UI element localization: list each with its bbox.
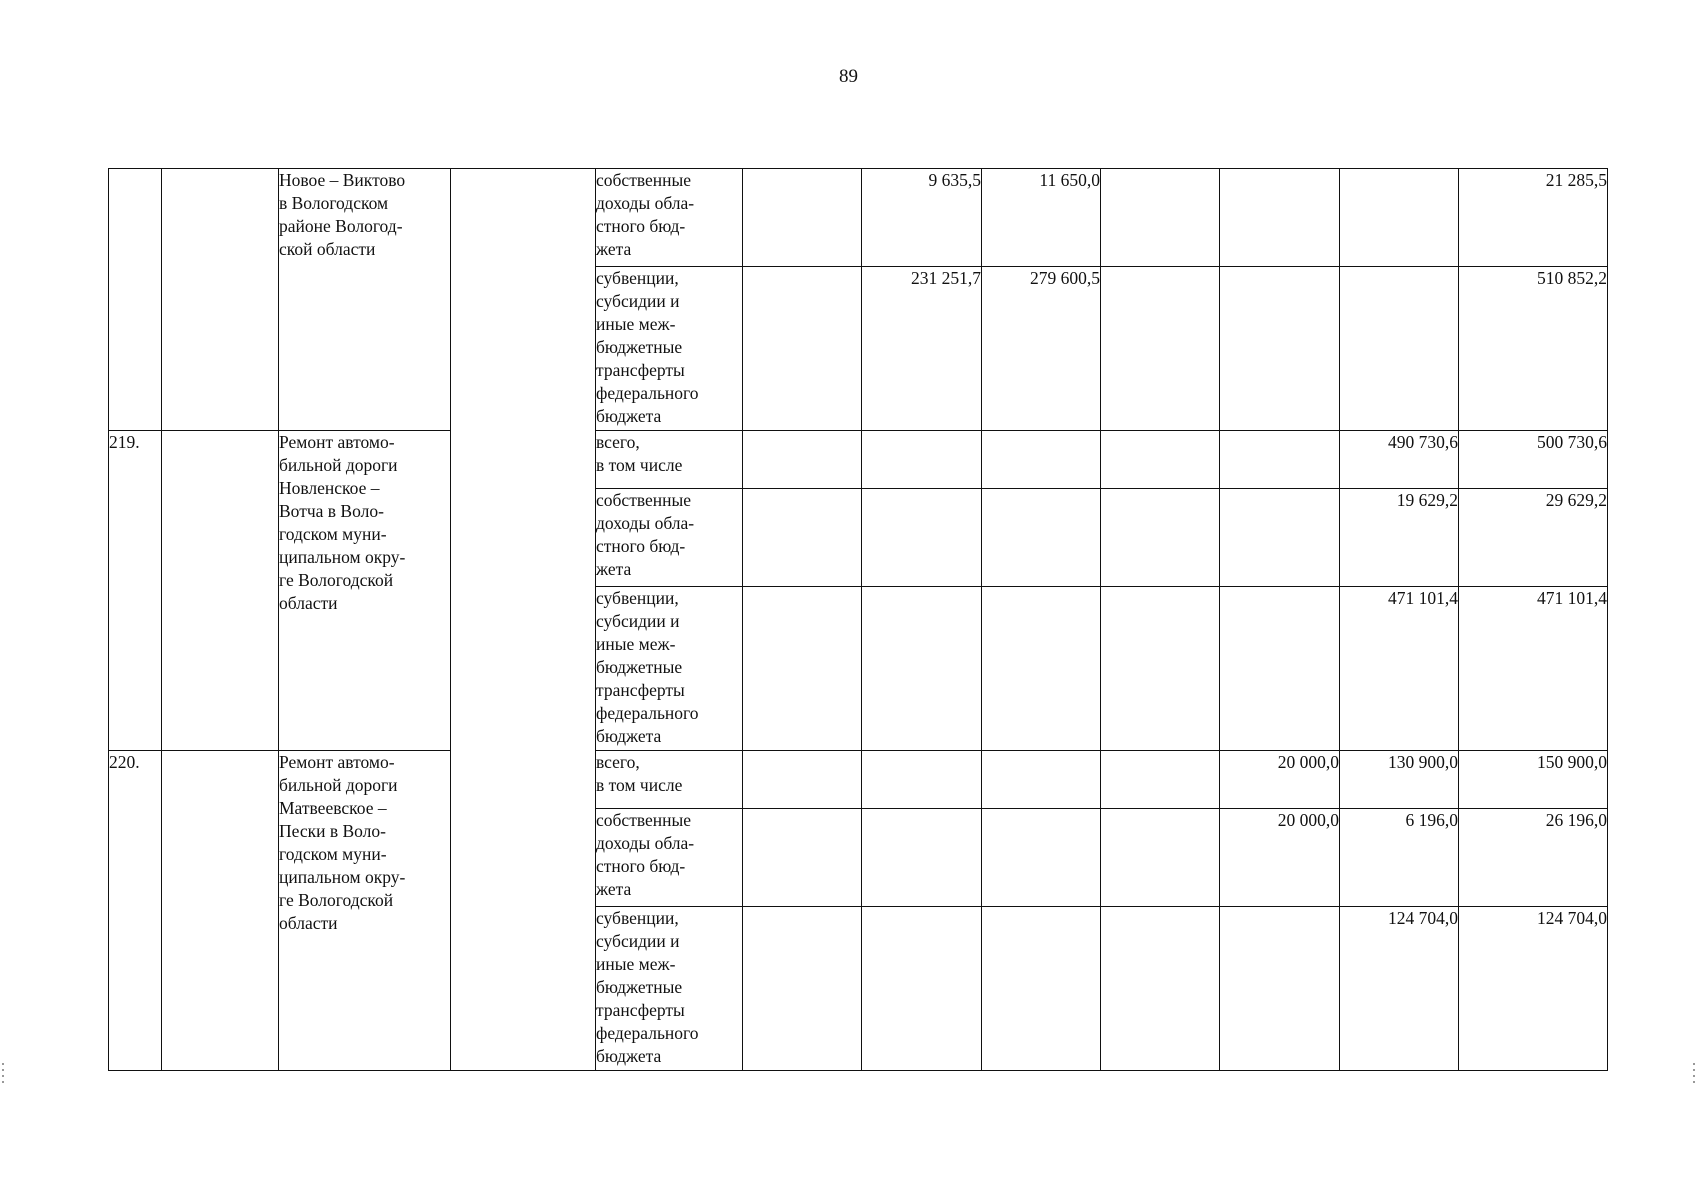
total-value-cell: 26 196,0 (1459, 809, 1608, 907)
funding-source-line: субсидии и (596, 931, 680, 951)
table-row (109, 169, 1608, 267)
object-name-line: Вотча в Воло- (279, 501, 384, 521)
object-name-line: Пески в Воло- (279, 821, 386, 841)
amount-cell (1340, 267, 1459, 431)
funding-source-line: субвенции, (596, 588, 679, 608)
funding-source-cell (596, 907, 743, 1071)
amount-cell (1220, 169, 1340, 267)
funding-source-line: доходы обла- (596, 513, 695, 533)
page-number: 89 (839, 66, 858, 87)
total-value-cell: 150 900,0 (1459, 751, 1608, 809)
amount-cell: 11 650,0 (982, 169, 1101, 267)
funding-source-line: субвенции, (596, 268, 679, 288)
object-name-line: районе Вологод- (279, 216, 403, 236)
funding-source-line: стного бюд- (596, 856, 686, 876)
funding-source-cell (596, 431, 743, 489)
amount-cell (862, 809, 982, 907)
amount-cell (862, 489, 982, 587)
amount-cell (982, 431, 1101, 489)
amount-cell: 124 704,0 (1340, 907, 1459, 1071)
funding-source-line: в том числе (596, 775, 683, 795)
object-name-line: Матвеевское – (279, 798, 387, 818)
empty-cell (743, 907, 862, 1071)
funding-source-line: в том числе (596, 455, 683, 475)
funding-source-line: бюджета (596, 1046, 662, 1066)
object-name-cell (279, 169, 451, 431)
amount-cell (1220, 431, 1340, 489)
funding-source-line: субсидии и (596, 611, 680, 631)
amount-cell (1101, 809, 1220, 907)
funding-source-line: собственные (596, 810, 692, 830)
object-name-line: годском муни- (279, 524, 387, 544)
funding-source-line: федерального (596, 1023, 699, 1043)
funding-source-line: жета (596, 879, 632, 899)
amount-cell (1220, 907, 1340, 1071)
amount-cell (982, 809, 1101, 907)
object-name-line: Ремонт автомо- (279, 752, 395, 772)
amount-cell (862, 587, 982, 751)
empty-cell (162, 751, 279, 1071)
amount-cell (862, 751, 982, 809)
amount-cell (1101, 169, 1220, 267)
object-name-cell (279, 751, 451, 1071)
funding-source-cell (596, 169, 743, 267)
funding-source-line: жета (596, 559, 632, 579)
amount-cell (862, 907, 982, 1071)
amount-cell (1220, 587, 1340, 751)
empty-cell (743, 489, 862, 587)
amount-cell (982, 907, 1101, 1071)
funding-source-line: бюджета (596, 406, 662, 426)
table-row (109, 751, 1608, 809)
amount-cell (982, 751, 1101, 809)
funding-source-line: стного бюд- (596, 216, 686, 236)
funding-source-cell (596, 809, 743, 907)
object-name-line: годском муни- (279, 844, 387, 864)
amount-cell (1101, 587, 1220, 751)
funding-source-line: трансферты (596, 680, 685, 700)
empty-cell (451, 169, 596, 1071)
object-name-line: ципальном окру- (279, 867, 406, 887)
object-name-line: ской области (279, 239, 376, 259)
amount-cell (982, 489, 1101, 587)
object-name-line: ге Вологодской (279, 890, 394, 910)
amount-cell: 231 251,7 (862, 267, 982, 431)
funding-source-line: субсидии и (596, 291, 680, 311)
funding-source-line: федерального (596, 703, 699, 723)
total-value-cell: 510 852,2 (1459, 267, 1608, 431)
object-name-line: ципальном окру- (279, 547, 406, 567)
funding-source-line: трансферты (596, 1000, 685, 1020)
funding-source-line: собственные (596, 170, 692, 190)
amount-cell: 130 900,0 (1340, 751, 1459, 809)
amount-cell: 471 101,4 (1340, 587, 1459, 751)
funding-source-line: иные меж- (596, 314, 676, 334)
object-name-line: бильной дороги (279, 775, 398, 795)
funding-source-line: бюджетные (596, 977, 683, 997)
funding-source-line: всего, (596, 752, 640, 772)
amount-cell: 20 000,0 (1220, 809, 1340, 907)
funding-source-line: федерального (596, 383, 699, 403)
funding-source-cell (596, 587, 743, 751)
object-name-line: бильной дороги (279, 455, 398, 475)
funding-source-cell (596, 267, 743, 431)
empty-cell (743, 751, 862, 809)
margin-tick-right (1693, 1063, 1695, 1087)
amount-cell (1101, 431, 1220, 489)
empty-cell (743, 169, 862, 267)
funding-source-line: собственные (596, 490, 692, 510)
total-value-cell: 124 704,0 (1459, 907, 1608, 1071)
object-name-cell (279, 431, 451, 751)
amount-cell: 279 600,5 (982, 267, 1101, 431)
amount-cell: 9 635,5 (862, 169, 982, 267)
row-number: 220. (109, 751, 162, 1071)
empty-cell (743, 587, 862, 751)
object-name-line: области (279, 593, 338, 613)
funding-source-cell (596, 489, 743, 587)
funding-source-line: бюджетные (596, 657, 683, 677)
total-value-cell: 21 285,5 (1459, 169, 1608, 267)
row-number (109, 169, 162, 431)
amount-cell (1220, 489, 1340, 587)
funding-source-line: иные меж- (596, 634, 676, 654)
table-body (109, 168, 1608, 1071)
funding-source-line: всего, (596, 432, 640, 452)
total-value-cell: 471 101,4 (1459, 587, 1608, 751)
funding-source-line: жета (596, 239, 632, 259)
amount-cell (1101, 907, 1220, 1071)
amount-cell (1101, 751, 1220, 809)
amount-cell: 20 000,0 (1220, 751, 1340, 809)
amount-cell (1340, 169, 1459, 267)
total-value-cell: 29 629,2 (1459, 489, 1608, 587)
amount-cell (982, 587, 1101, 751)
object-name-line: Новленское – (279, 478, 380, 498)
funding-source-line: иные меж- (596, 954, 676, 974)
row-number: 219. (109, 431, 162, 751)
empty-cell (743, 431, 862, 489)
budget-table (108, 168, 1608, 1071)
empty-cell (743, 267, 862, 431)
amount-cell (1101, 267, 1220, 431)
margin-tick-left (2, 1063, 4, 1087)
empty-cell (162, 431, 279, 751)
empty-cell (743, 809, 862, 907)
object-name-line: ге Вологодской (279, 570, 394, 590)
table-row (109, 431, 1608, 489)
object-name-line: в Вологодском (279, 193, 389, 213)
empty-cell (162, 169, 279, 431)
amount-cell: 6 196,0 (1340, 809, 1459, 907)
amount-cell (1101, 489, 1220, 587)
funding-source-line: доходы обла- (596, 833, 695, 853)
amount-cell (1220, 267, 1340, 431)
object-name-line: области (279, 913, 338, 933)
funding-source-line: стного бюд- (596, 536, 686, 556)
funding-source-cell (596, 751, 743, 809)
amount-cell (862, 431, 982, 489)
total-value-cell: 500 730,6 (1459, 431, 1608, 489)
funding-source-line: субвенции, (596, 908, 679, 928)
funding-source-line: бюджетные (596, 337, 683, 357)
object-name-line: Ремонт автомо- (279, 432, 395, 452)
funding-source-line: доходы обла- (596, 193, 695, 213)
object-name-line: Новое – Виктово (279, 170, 406, 190)
amount-cell: 490 730,6 (1340, 431, 1459, 489)
funding-source-line: бюджета (596, 726, 662, 746)
funding-source-line: трансферты (596, 360, 685, 380)
amount-cell: 19 629,2 (1340, 489, 1459, 587)
